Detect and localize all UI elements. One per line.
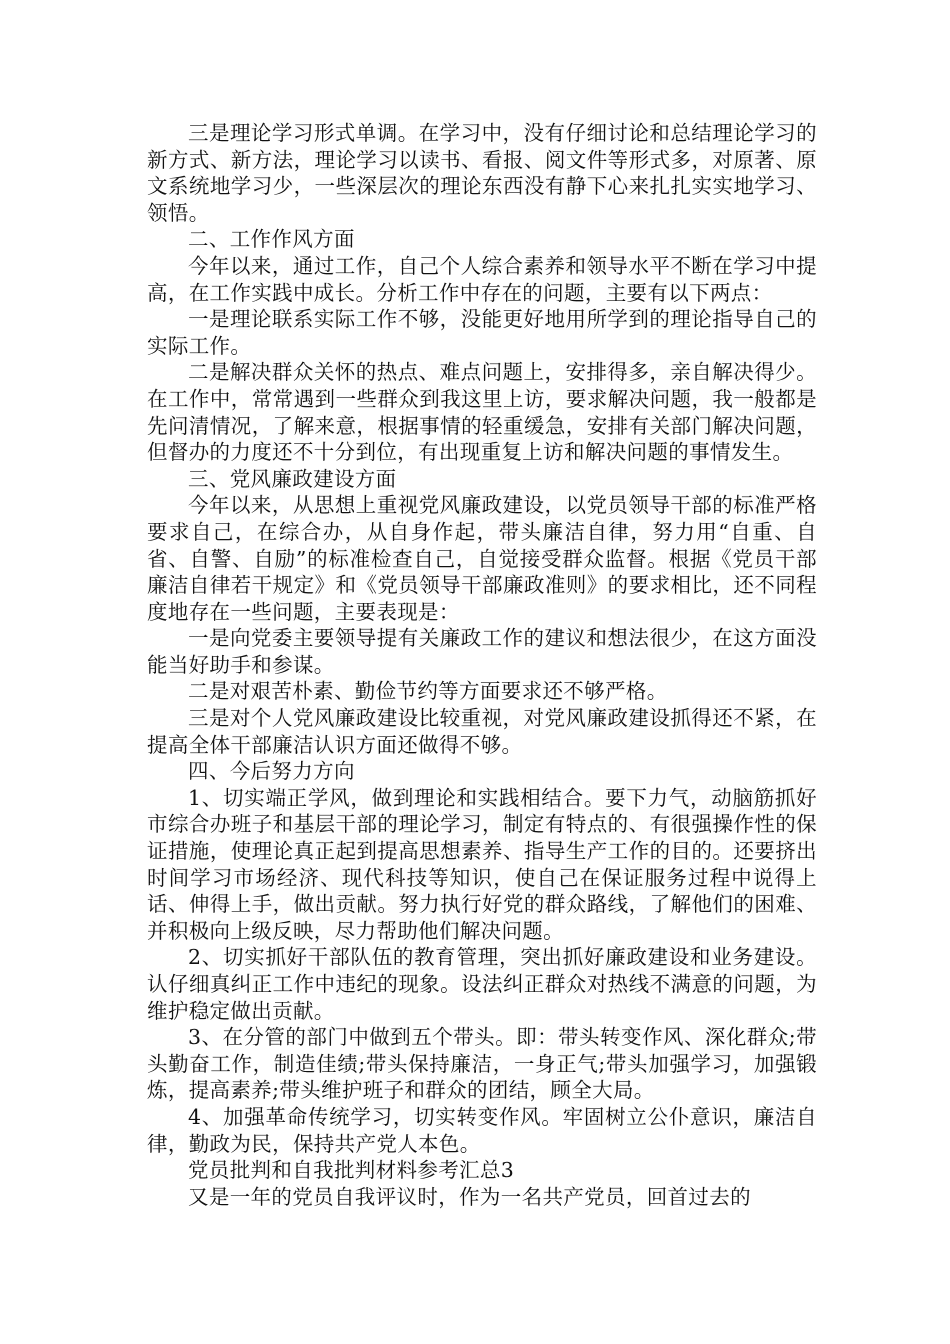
paragraph-integrity-point-1: 一是向党委主要领导提有关廉政工作的建议和想法很少，在这方面没能当好助手和参谋。 bbox=[147, 626, 817, 677]
paragraph-integrity-overview: 今年以来，从思想上重视党风廉政建设，以党员领导干部的标准严格要求自己，在综合办，从自身作起，带头廉洁自律，努力用“自重、自省、自警、自励”的标准检查自己，自觉接受群众监督。根据《党员干部廉洁自律若干规定》和《党员领导干部廉政准则》的要求相比，还不同程度地存在一些问题，主要表现是： bbox=[147, 493, 817, 624]
paragraph-integrity-point-3: 三是对个人党风廉政建设比较重视，对党风廉政建设抓得还不紧，在提高全体干部廉洁认识方面还做得不够。 bbox=[147, 706, 817, 757]
paragraph-integrity-point-2: 二是对艰苦朴素、勤俭节约等方面要求还不够严格。 bbox=[188, 679, 668, 704]
document-body bbox=[147, 120, 817, 1210]
paragraph-public-issues: 二是解决群众关怀的热点、难点问题上，安排得多，亲自解决得少。在工作中，常常遇到一些群众到我这里上访，要求解决问题，我一般都是先问清情况，了解来意，根据事情的轻重缓急，安排有关部门解决问题，但督办的力度还不十分到位，有出现重复上访和解决问题的事情发生。 bbox=[147, 360, 817, 465]
heading-summary-3: 党员批判和自我批判材料参考汇总3 bbox=[188, 1158, 515, 1183]
paragraph-direction-3: 3、在分管的部门中做到五个带头。即：带头转变作风、深化群众;带头勤奋工作，制造佳绩;带头保持廉洁，一身正气;带头加强学习，加强锻炼，提高素养;带头维护班子和群众的团结，顾全大局。 bbox=[147, 1025, 817, 1103]
heading-integrity: 三、党风廉政建设方面 bbox=[188, 466, 397, 491]
paragraph-theory-practice: 一是理论联系实际工作不够，没能更好地用所学到的理论指导自己的实际工作。 bbox=[147, 307, 817, 358]
paragraph-direction-2: 2、切实抓好干部队伍的教育管理，突出抓好廉政建设和业务建设。认仔细真纠正工作中违纪的现象。设法纠正群众对热线不满意的问题，为维护稳定做出贡献。 bbox=[147, 945, 817, 1023]
paragraph-work-overview: 今年以来，通过工作，自己个人综合素养和领导水平不断在学习中提高，在工作实践中成长。分析工作中存在的问题，主要有以下两点： bbox=[147, 253, 817, 305]
paragraph-annual-review: 又是一年的党员自我评议时，作为一名共产党员，回首过去的 bbox=[188, 1184, 751, 1209]
paragraph-theory-study-format: 三是理论学习形式单调。在学习中，没有仔细讨论和总结理论学习的新方式、新方法，理论学习以读书、看报、阅文件等形式多，对原著、原文系统地学习少，一些深层次的理论东西没有静下心来扎扎实实地学习、领悟。 bbox=[147, 121, 817, 225]
heading-future-direction: 四、今后努力方向 bbox=[188, 759, 355, 784]
paragraph-direction-4: 4、加强革命传统学习，切实转变作风。牢固树立公仆意识，廉洁自律，勤政为民，保持共产党人本色。 bbox=[147, 1104, 817, 1156]
heading-work-style: 二、工作作风方面 bbox=[188, 227, 355, 252]
paragraph-direction-1: 1、切实端正学风，做到理论和实践相结合。要下力气，动脑筋抓好市综合办班子和基层干部的理论学习，制定有特点的、有很强操作性的保证措施，使理论真正起到提高思想素养、指导生产工作的目的。还要挤出时间学习市场经济、现代科技等知识，使自己在保证服务过程中说得上话、伸得上手，做出贡献。努力执行好党的群众路线，了解他们的困难、并积极向上级反映，尽力帮助他们解决问题。 bbox=[147, 785, 817, 943]
